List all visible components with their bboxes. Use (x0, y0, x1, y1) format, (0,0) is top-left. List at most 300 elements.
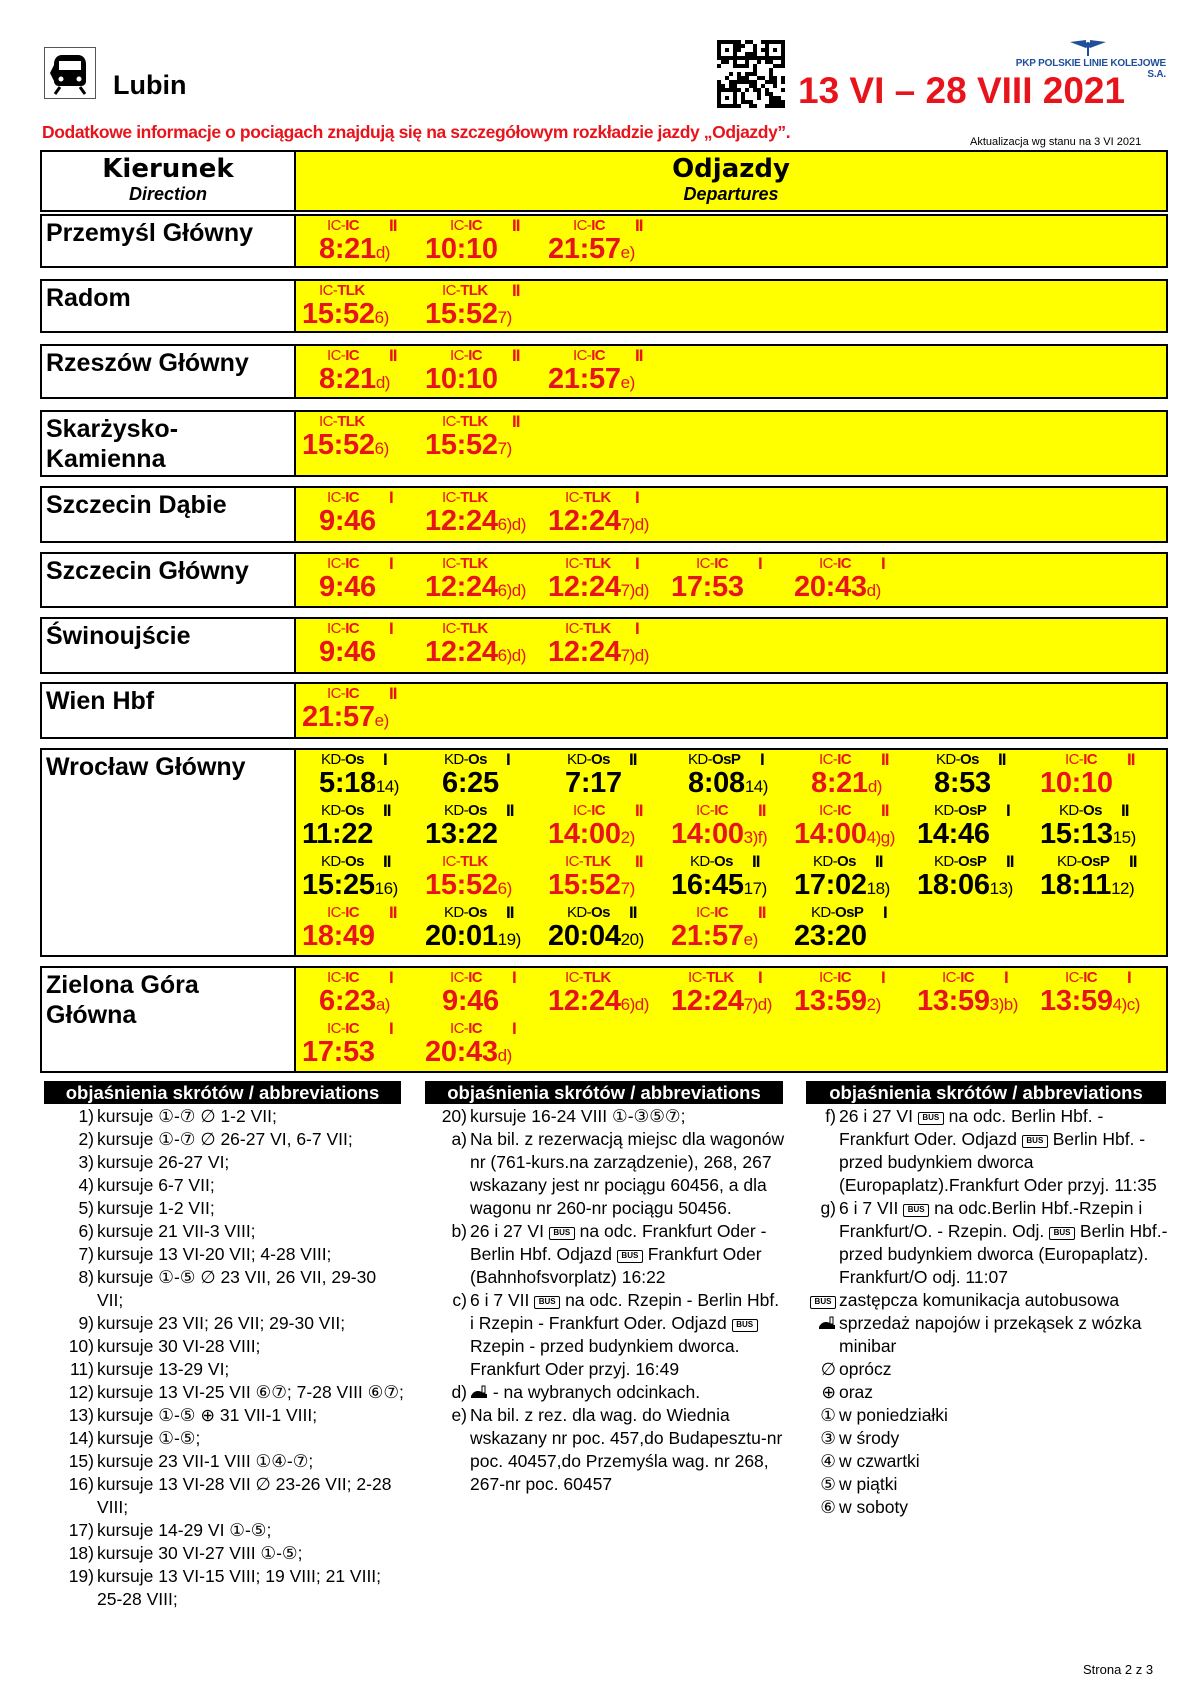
abbreviation-text: 6 i 7 VII BUS na odc.Berlin Hbf.-Rzepin i Frankfurt/O. - Rzepin. Odj. BUS Berlin Hbf.-przed budynkiem dworca (Europaplatz). Frankfurt/O odj. 11:07 (839, 1198, 1168, 1287)
carrier: IC- (565, 555, 584, 572)
minibar-icon (818, 1313, 836, 1327)
train-category (811, 904, 863, 921)
train-type: IC (837, 751, 852, 768)
train-type: IC (714, 904, 729, 921)
departure[interactable] (914, 852, 1037, 903)
bus-icon: BUS (918, 1112, 944, 1125)
train-type: IC (837, 969, 852, 986)
departure[interactable] (1037, 750, 1160, 801)
train-type: IC (345, 904, 360, 921)
abbreviation-item (44, 1542, 404, 1565)
departure[interactable] (668, 750, 791, 801)
destination-row (40, 552, 1168, 608)
departure[interactable] (422, 903, 545, 954)
departure[interactable] (668, 903, 791, 954)
departure[interactable] (668, 554, 791, 605)
destination-name[interactable]: Wien Hbf (42, 684, 296, 737)
departure[interactable] (1037, 852, 1160, 903)
time-value: 15:52 (302, 429, 375, 461)
carrier: IC- (696, 555, 715, 572)
departure[interactable] (299, 281, 422, 332)
departure-time (425, 430, 512, 464)
departure[interactable] (545, 750, 668, 801)
qr-code[interactable] (717, 40, 785, 108)
train-type: OsP (958, 853, 987, 870)
abbreviation-label: g) (820, 1198, 836, 1218)
footnote-ref: 7) (497, 439, 512, 458)
class-marker: I (881, 554, 885, 573)
abbreviation-label: ∅ (820, 1359, 836, 1379)
carrier: IC- (327, 685, 346, 702)
time-value: 21:57 (671, 920, 744, 952)
train-type: IC (468, 969, 483, 986)
train-category (819, 751, 851, 768)
departure[interactable] (668, 968, 791, 1019)
class-marker: II (389, 903, 397, 922)
class-marker: II (506, 801, 514, 820)
destination-name[interactable]: Rzeszów Główny (42, 346, 296, 397)
departure[interactable] (299, 488, 422, 539)
abbreviation-item (425, 1128, 785, 1220)
train-category (565, 620, 611, 637)
abbreviation-item (44, 1128, 404, 1151)
time-value: 15:52 (425, 298, 498, 330)
abbreviation-label (806, 1312, 836, 1358)
train-type: Os (837, 853, 856, 870)
abbreviation-label: b) (451, 1221, 467, 1241)
abbreviation-item (425, 1381, 785, 1404)
departure-time (302, 921, 375, 952)
class-marker: I (1004, 968, 1008, 987)
destination-name[interactable]: Radom (42, 281, 296, 331)
departure-time (671, 921, 758, 955)
departure[interactable] (299, 903, 422, 954)
time-value: 15:25 (302, 869, 375, 901)
carrier: IC- (565, 853, 584, 870)
abbreviation-item (806, 1381, 1168, 1404)
destination-name[interactable]: Świnoujście (42, 619, 296, 672)
train-category (321, 853, 364, 870)
train-category (565, 853, 611, 870)
departure[interactable] (668, 801, 791, 852)
class-marker: I (881, 968, 885, 987)
departure-time (1040, 870, 1134, 904)
departure[interactable] (299, 684, 422, 735)
time-value: 21:57 (548, 363, 621, 395)
abbreviation-text: kursuje ①-⑤; (97, 1428, 201, 1448)
departure[interactable] (299, 801, 422, 852)
class-marker: II (635, 216, 643, 235)
carrier: KD- (813, 853, 838, 870)
footnote-ref: 12) (1111, 879, 1135, 898)
destination-row (40, 966, 1168, 1073)
departure[interactable] (1037, 801, 1160, 852)
abbreviation-label: a) (451, 1129, 467, 1149)
abbreviation-text: Na bil. z rez. dla wag. do Wiednia wskazany nr poc. 457,do Budapesztu-nr poc. 40457,do Przemyśla wag. nr 268, 267-nr poc. 60457 (470, 1405, 783, 1494)
class-marker: II (1006, 852, 1014, 871)
departure-time (548, 986, 649, 1020)
abbreviation-label: 20) (441, 1106, 467, 1126)
footnote-ref: 17) (743, 879, 767, 898)
carrier: KD- (811, 904, 836, 921)
time-value: 23:20 (794, 920, 867, 952)
departures-list (296, 216, 1166, 266)
departure-time (548, 506, 649, 540)
abbreviations-header-1: objaśnienia skrótów / abbreviations (44, 1081, 401, 1104)
destination-name[interactable]: Zielona Góra Główna (42, 968, 296, 1071)
departure[interactable] (545, 852, 668, 903)
train-category (688, 969, 734, 986)
class-marker: II (1127, 750, 1135, 769)
train-type: OsP (958, 802, 987, 819)
departure[interactable] (668, 852, 791, 903)
departure[interactable] (545, 619, 668, 670)
train-category (442, 620, 488, 637)
carrier: IC- (819, 802, 838, 819)
departure[interactable] (422, 554, 545, 605)
train-category (442, 282, 488, 299)
train-category (696, 904, 728, 921)
footnote-ref: d) (867, 777, 882, 796)
time-value: 10:10 (425, 233, 498, 265)
abbreviation-item (425, 1220, 785, 1289)
bus-icon: BUS (1022, 1135, 1048, 1148)
abbreviation-text: w poniedziałki (839, 1405, 948, 1425)
destination-name[interactable]: Wrocław Główny (42, 750, 296, 955)
departure[interactable] (422, 488, 545, 539)
train-type: IC (345, 620, 360, 637)
train-category (442, 853, 488, 870)
footnote-ref: 6) (374, 439, 389, 458)
train-type: Os (591, 751, 610, 768)
time-value: 18:06 (917, 869, 990, 901)
footnote-ref: e) (620, 243, 635, 262)
departure-time (548, 819, 635, 853)
abbreviation-item (44, 1565, 404, 1611)
carrier: KD- (321, 853, 346, 870)
carrier: IC- (1065, 751, 1084, 768)
carrier: IC- (819, 969, 838, 986)
carrier: KD- (934, 853, 959, 870)
train-type: IC (1083, 751, 1098, 768)
departure[interactable] (791, 554, 914, 605)
departure[interactable] (422, 281, 545, 332)
abbreviation-item (44, 1197, 404, 1220)
train-type: OsP (835, 904, 864, 921)
carrier: IC- (319, 282, 338, 299)
class-marker: II (758, 903, 766, 922)
train-type: IC (714, 802, 729, 819)
train-type: TLK (460, 413, 488, 430)
footnote-ref: d) (497, 1046, 512, 1065)
carrier: KD- (567, 904, 592, 921)
carrier: IC- (442, 282, 461, 299)
train-category (450, 1020, 482, 1037)
destination-row (40, 344, 1168, 399)
train-type: IC (468, 217, 483, 234)
train-type: TLK (460, 282, 488, 299)
departure[interactable] (299, 852, 422, 903)
validity-dates: 13 VI – 28 VIII 2021 (798, 70, 1126, 111)
page-number: Strona 2 z 3 (1083, 1662, 1154, 1677)
departure[interactable] (422, 346, 545, 397)
departure[interactable] (545, 216, 668, 267)
abbreviation-text: kursuje 30 VI-28 VIII; (97, 1336, 261, 1356)
destination-row (40, 214, 1168, 268)
class-marker: I (635, 619, 639, 638)
time-value: 17:53 (302, 1036, 375, 1068)
time-value: 6:23 (319, 985, 376, 1017)
footnote-ref: d) (375, 373, 390, 392)
train-category (444, 904, 487, 921)
time-value: 14:00 (671, 818, 744, 850)
departure[interactable] (1037, 968, 1160, 1019)
carrier: IC- (327, 620, 346, 637)
train-category (327, 969, 359, 986)
station-name: Lubin (113, 70, 187, 100)
departure[interactable] (299, 346, 422, 397)
footnote-ref: 6)d) (497, 581, 526, 600)
departure-time (548, 921, 644, 955)
class-marker: II (512, 281, 520, 300)
abbreviation-text: kursuje 13-29 VI; (97, 1359, 230, 1379)
departure-time (917, 870, 1013, 904)
time-value: 16:45 (671, 869, 744, 901)
departure[interactable] (299, 216, 422, 267)
class-marker: I (512, 968, 516, 987)
class-marker: II (635, 801, 643, 820)
abbreviation-item (44, 1358, 404, 1381)
carrier: IC- (696, 904, 715, 921)
abbreviation-item (44, 1381, 404, 1404)
abbreviation-label: 7) (78, 1244, 94, 1264)
footnote-ref: 14) (744, 777, 768, 796)
class-marker: II (1121, 801, 1129, 820)
time-value: 5:18 (319, 767, 376, 799)
destination-name[interactable]: Szczecin Główny (42, 554, 296, 606)
departure[interactable] (422, 216, 545, 267)
departure[interactable] (299, 1019, 422, 1070)
abbreviation-text: kursuje 23 VII; 26 VII; 29-30 VII; (97, 1313, 346, 1333)
departure[interactable] (791, 903, 914, 954)
time-value: 6:25 (442, 767, 499, 799)
bus-icon: BUS (549, 1227, 575, 1240)
class-marker: I (389, 968, 393, 987)
carrier: IC- (565, 620, 584, 637)
departure-time (425, 637, 526, 671)
abbreviation-label: ⑥ (820, 1497, 836, 1517)
departure[interactable] (422, 619, 545, 670)
departure[interactable] (299, 750, 422, 801)
train-type: Os (468, 802, 487, 819)
departure-time (671, 572, 744, 603)
departure-time (319, 364, 390, 398)
train-category (327, 620, 359, 637)
footnote-ref: 13) (989, 879, 1013, 898)
train-category (444, 802, 487, 819)
time-value: 8:08 (688, 767, 745, 799)
departure-time (548, 870, 635, 904)
train-category (819, 802, 851, 819)
abbreviation-label: 17) (68, 1520, 94, 1540)
train-type: IC (591, 347, 606, 364)
departure-time (302, 870, 398, 904)
departure-time (319, 637, 376, 668)
departure[interactable] (299, 554, 422, 605)
abbreviation-label: ① (820, 1405, 836, 1425)
train-category (696, 802, 728, 819)
class-marker: II (512, 216, 520, 235)
abbreviation-text: w czwartki (839, 1451, 920, 1471)
class-marker: I (635, 488, 639, 507)
class-marker: II (875, 852, 883, 871)
abbreviation-label: ⊕ (821, 1382, 836, 1402)
departure[interactable] (545, 801, 668, 852)
abbreviation-item (44, 1105, 404, 1128)
carrier: IC- (819, 751, 838, 768)
departure[interactable] (791, 968, 914, 1019)
carrier: IC- (565, 969, 584, 986)
carrier: KD- (321, 751, 346, 768)
time-value: 12:24 (425, 505, 498, 537)
footnote-ref: 15) (1112, 828, 1136, 847)
departure[interactable] (791, 852, 914, 903)
departure[interactable] (545, 554, 668, 605)
departure[interactable] (545, 488, 668, 539)
departure[interactable] (545, 903, 668, 954)
departure[interactable] (545, 346, 668, 397)
class-marker: II (506, 903, 514, 922)
abbreviations-header-3: objaśnienia skrótów / abbreviations (806, 1081, 1166, 1104)
abbreviation-item (425, 1105, 785, 1128)
departure-time (548, 234, 635, 268)
departure[interactable] (545, 968, 668, 1019)
train-type: IC (345, 555, 360, 572)
departure[interactable] (914, 750, 1037, 801)
departure-time (688, 768, 768, 802)
departure[interactable] (422, 801, 545, 852)
departure-time (671, 986, 772, 1020)
time-value: 15:52 (425, 869, 498, 901)
carrier: IC- (327, 555, 346, 572)
departure[interactable] (299, 619, 422, 670)
abbreviations-header-2: objaśnienia skrótów / abbreviations (425, 1081, 783, 1104)
abbreviation-label: e) (451, 1405, 467, 1425)
train-category (444, 751, 487, 768)
carrier: KD- (690, 853, 715, 870)
abbreviation-text: kursuje 6-7 VII; (97, 1175, 215, 1195)
abbreviation-item (44, 1427, 404, 1450)
departure[interactable] (914, 968, 1037, 1019)
departures-header (296, 152, 1166, 210)
time-value: 12:24 (548, 571, 621, 603)
train-category (688, 751, 740, 768)
time-value: 13:22 (425, 818, 498, 850)
abbreviation-label: 8) (78, 1267, 94, 1287)
time-value: 20:43 (425, 1036, 498, 1068)
departure[interactable] (422, 968, 545, 1019)
class-marker: I (1006, 801, 1010, 820)
departure[interactable] (422, 1019, 545, 1070)
departure[interactable] (914, 801, 1037, 852)
destination-row (40, 410, 1168, 477)
train-type: IC (345, 1020, 360, 1037)
departure-time (917, 986, 1018, 1020)
departure-time (302, 702, 389, 736)
train-category (573, 802, 605, 819)
abbreviation-label: 3) (78, 1152, 94, 1172)
time-value: 7:17 (565, 767, 622, 799)
time-value: 8:21 (319, 363, 376, 395)
destination-name[interactable]: Szczecin Dąbie (42, 488, 296, 541)
time-value: 21:57 (548, 233, 621, 265)
class-marker: II (389, 346, 397, 365)
class-marker: I (760, 750, 764, 769)
train-category (319, 413, 365, 430)
carrier: IC- (450, 1020, 469, 1037)
departure[interactable] (791, 750, 914, 801)
departure[interactable] (299, 412, 422, 463)
departures-list (296, 346, 1166, 397)
footnote-ref: 18) (866, 879, 890, 898)
train-type: TLK (337, 413, 365, 430)
footnote-ref: 3)b) (989, 995, 1018, 1014)
abbreviation-text: w środy (839, 1428, 900, 1448)
departure[interactable] (299, 968, 422, 1019)
footnote-ref: e) (620, 373, 635, 392)
abbreviation-text: kursuje 30 VI-27 VIII ①-⑤; (97, 1543, 303, 1563)
train-type: Os (714, 853, 733, 870)
footnote-ref: 6)d) (620, 995, 649, 1014)
train-type: OsP (712, 751, 741, 768)
abbreviation-text: kursuje 26-27 VI; (97, 1152, 230, 1172)
destination-name[interactable]: Skarżysko-Kamienna (42, 412, 296, 475)
train-icon (44, 47, 96, 99)
train-category (327, 685, 359, 702)
train-category (327, 1020, 359, 1037)
train-category (442, 489, 488, 506)
destination-name[interactable]: Przemyśl Główny (42, 216, 296, 266)
train-category (327, 555, 359, 572)
abbreviation-item (44, 1450, 404, 1473)
departure-time (425, 364, 498, 395)
class-marker: II (389, 216, 397, 235)
departure-time (319, 986, 390, 1020)
footnote-ref: 7)d) (620, 581, 649, 600)
footnote-ref: 7) (497, 308, 512, 327)
class-marker: II (635, 852, 643, 871)
abbreviation-text: 26 i 27 VI BUS na odc. Berlin Hbf. - Frankfurt Oder. Odjazd BUS Berlin Hbf. - przed budynkiem dworca (Europaplatz).Frankfurt Oder przyj. 11:35 (839, 1106, 1157, 1195)
abbreviation-label: f) (825, 1106, 836, 1126)
train-type: TLK (583, 489, 611, 506)
abbreviation-text: kursuje ①-⑦ ∅ 26-27 VI, 6-7 VII; (97, 1129, 353, 1149)
class-marker: II (629, 903, 637, 922)
class-marker: I (389, 1019, 393, 1038)
time-value: 11:22 (302, 818, 374, 850)
departure[interactable] (422, 750, 545, 801)
departure[interactable] (422, 852, 545, 903)
departure[interactable] (422, 412, 545, 463)
abbreviation-item (44, 1220, 404, 1243)
train-type: IC (960, 969, 975, 986)
direction-title: Kierunek (102, 154, 234, 184)
abbreviation-item (44, 1335, 404, 1358)
abbreviation-label: 2) (78, 1129, 94, 1149)
departure[interactable] (791, 801, 914, 852)
departures-list (296, 619, 1166, 672)
time-value: 18:11 (1040, 869, 1112, 901)
logo-text: PKP POLSKIE LINIE KOLEJOWE S.A. (1015, 58, 1166, 80)
